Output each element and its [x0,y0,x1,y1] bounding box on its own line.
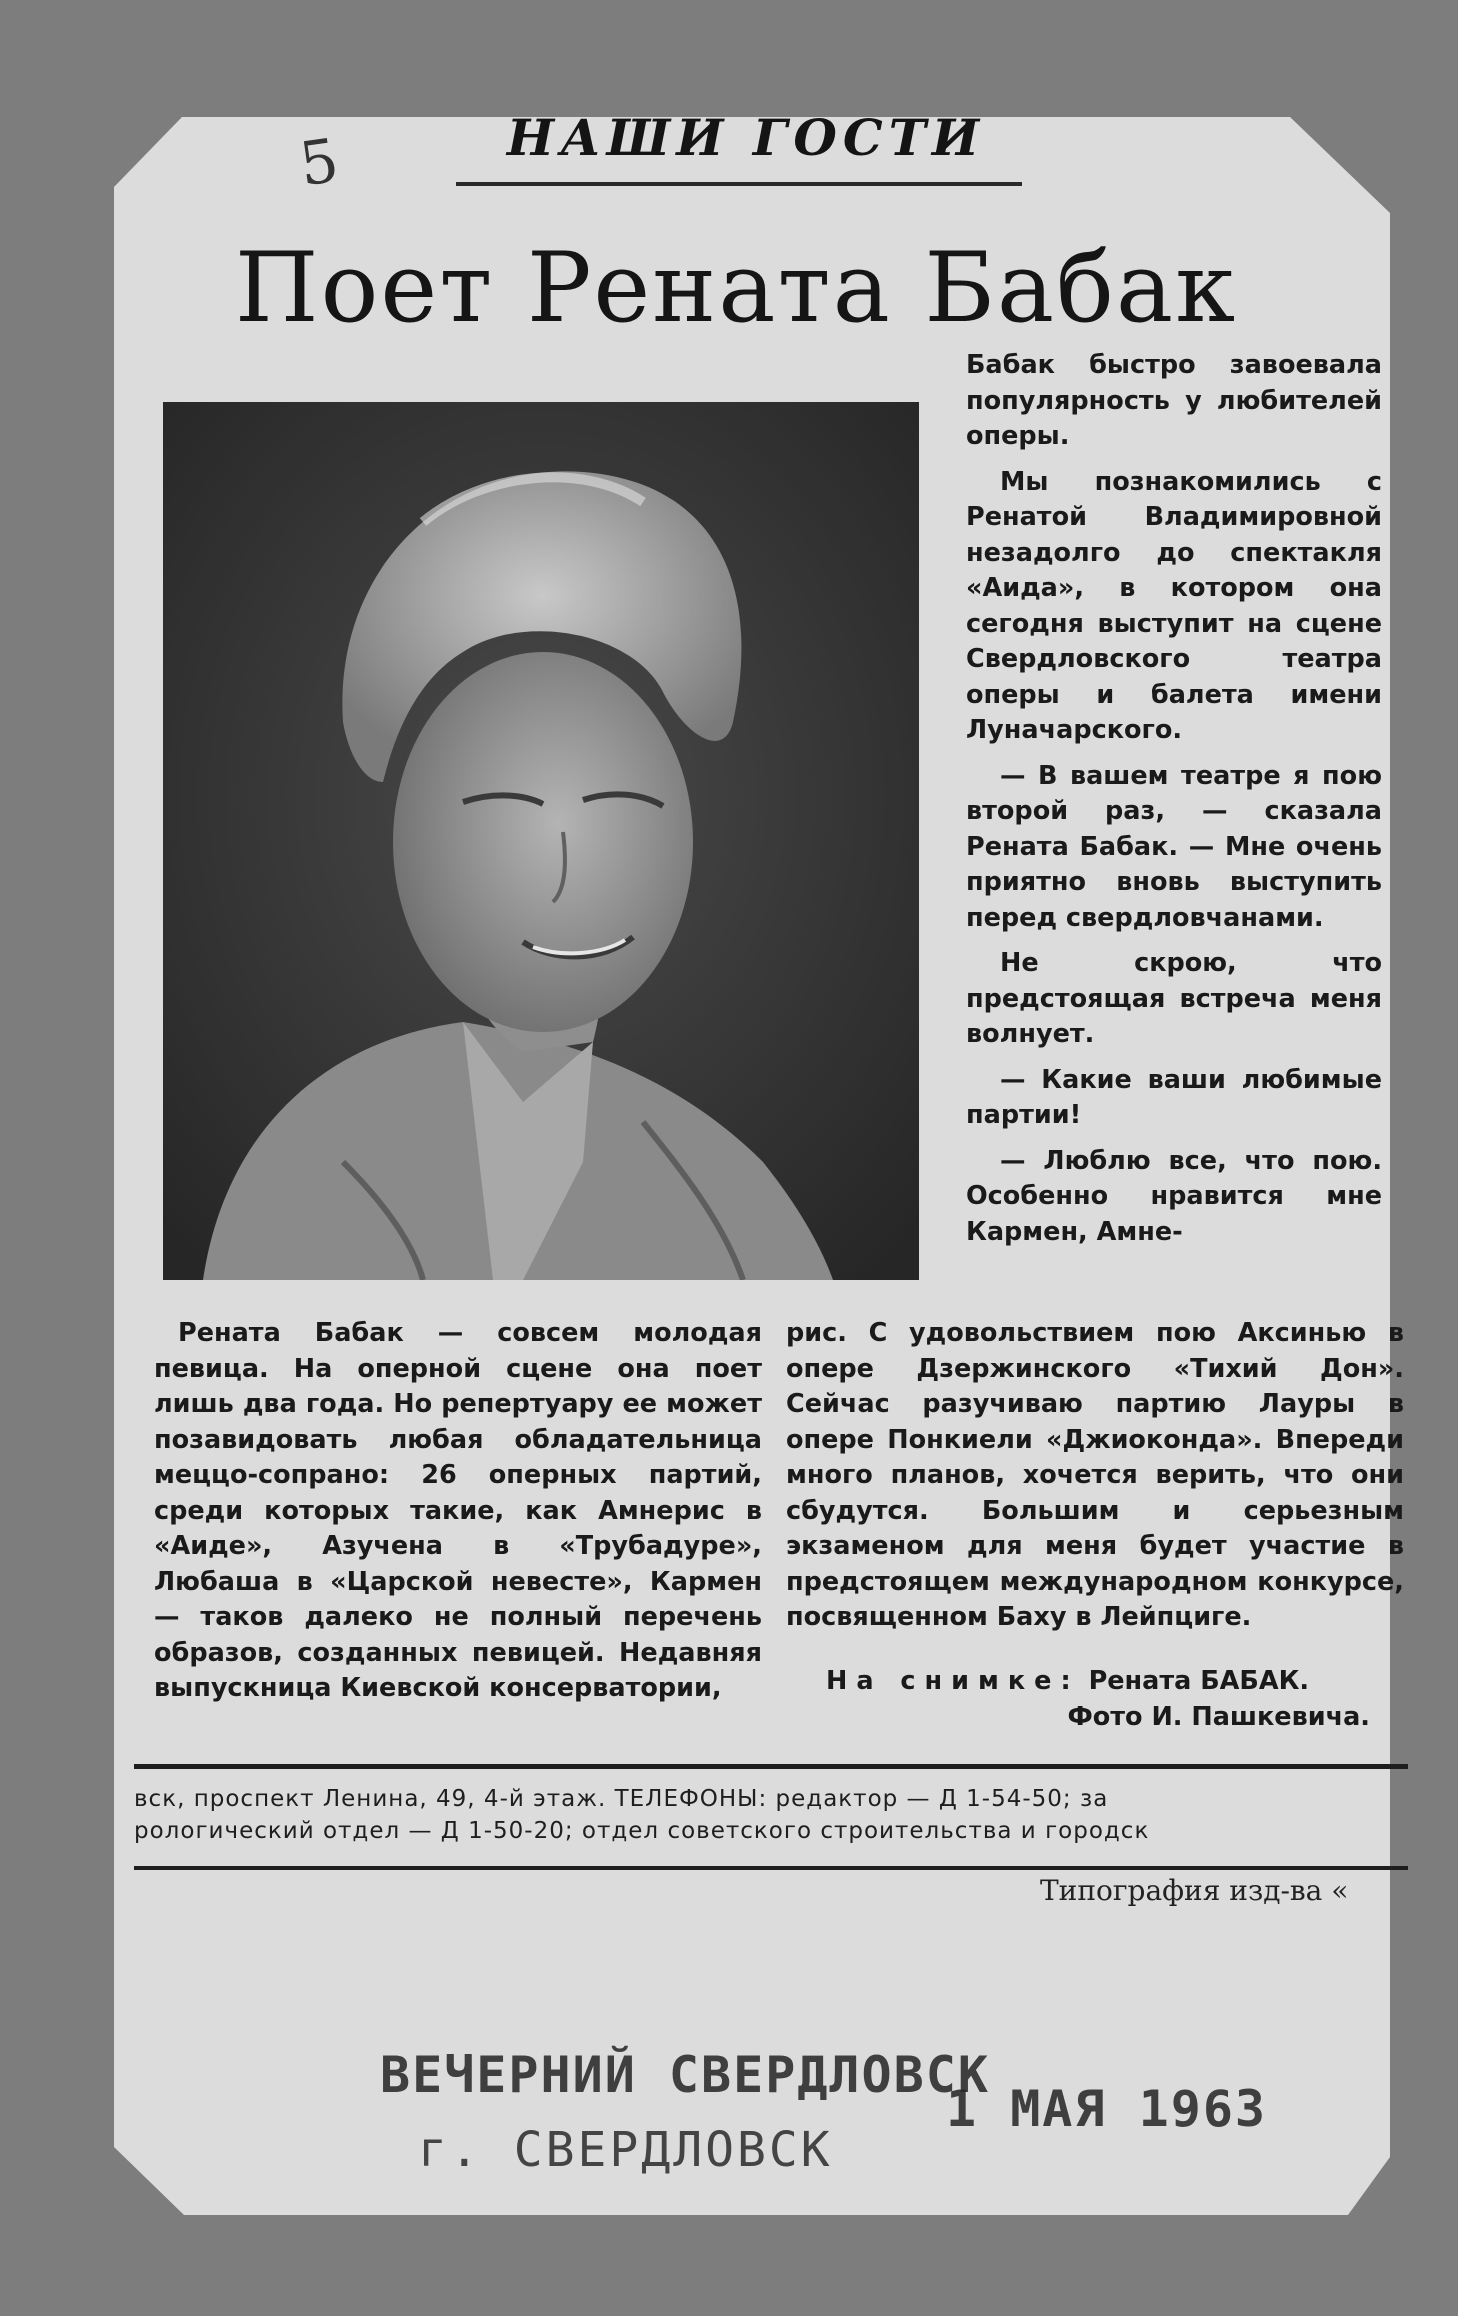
caption-name: Рената БАБАК. [1088,1666,1310,1696]
portrait-photo [163,402,919,1280]
paragraph: — Какие ваши любимые партии! [966,1064,1382,1130]
stamp-city: г. СВЕРДЛОВСК [418,2122,833,2178]
photo-credit: Фото И. Пашкевича. [1067,1702,1370,1732]
paragraph: рис. С удовольствием пою Аксинью в опере Дзержинского «Тихий Дон». Сейчас разучиваю партию Лауры в опере Понкиели «Джиоконда». Впереди много планов, хочется верить, что они сбудутся. Большим и серьезным экзаменом для меня будет участие в предстоящем международном конкурсе, посвященном Баху в Лейпциге. [786,1318,1404,1632]
photo-caption [826,1664,1366,1700]
paragraph: — В вашем театре я пою второй раз, — сказала Рената Бабак. — Мне очень приятно вновь выступить перед свердловчанами. [966,760,1382,933]
article-headline: Поет Рената Бабак [234,232,1238,344]
paragraph: Мы познакомились с Ренатой Владимировной незадолго до спектакля «Аида», в котором она сегодня выступит на сцене Свердловского театра оперы и балета имени Луначарского. [966,466,1382,745]
portrait-illustration [163,402,919,1280]
footer-address-line: вск, проспект Ленина, 49, 4-й этаж. ТЕЛЕФОНЫ: редактор — Д 1-54-50; за [134,1786,1109,1812]
footer-phones-line: рологический отдел — Д 1-50-20; отдел советского строительства и городск [134,1818,1150,1844]
footer-rule-bottom [134,1866,1408,1870]
handwritten-mark: 5 [295,125,343,201]
article-left-column [154,1316,762,1707]
paragraph: — Люблю все, что пою. Особенно нравится мне Кармен, Амне- [966,1145,1382,1247]
rubric-underline [456,182,1022,186]
footer-rule-top [134,1764,1408,1769]
rubric-heading: НАШИ ГОСТИ [506,108,986,167]
article-right-column [966,348,1382,1260]
article-continuation-column [786,1316,1404,1636]
stamp-date: 1 МАЯ 1963 [946,2080,1268,2138]
printer-imprint: Типография изд-ва « [1040,1874,1349,1907]
paragraph: Рената Бабак — совсем молодая певица. На оперной сцене она поет лишь два года. Но репертуару ее может позавидовать любая обладательница меццо-сопрано: 26 оперных партий, среди которых такие, как Амнерис в «Аиде», Азучена в «Трубадуре», Любаша в «Царской невесте», Кармен — таков далеко не полный перечень образов, созданных певицей. Недавняя выпускница Киевской консерватории, [154,1318,762,1703]
stamp-newspaper: ВЕЧЕРНИЙ СВЕРДЛОВСК [380,2046,990,2104]
paragraph: Бабак быстро завоевала популярность у любителей оперы. [966,350,1382,451]
paragraph: Не скрою, что предстоящая встреча меня волнует. [966,948,1382,1049]
caption-label: На снимке: [826,1666,1080,1696]
